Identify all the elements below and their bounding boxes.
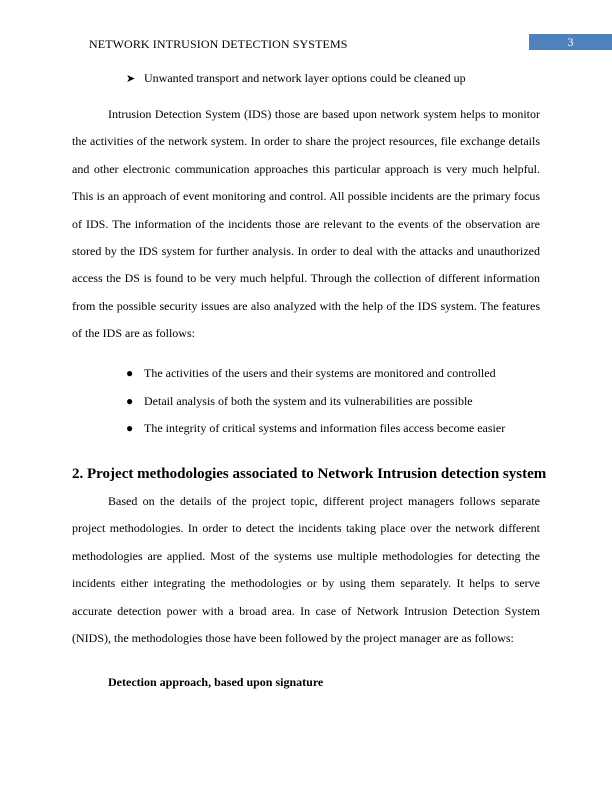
list-item-text: The activities of the users and their systems are monitored and controlled (144, 366, 496, 380)
sub-heading: Detection approach, based upon signature (108, 675, 324, 689)
list-item (126, 366, 505, 394)
bullet-icon: ● (126, 366, 134, 380)
methodologies-paragraph: Based on the details of the project topic, different project managers follows separate project methodologies. In order to detect the incidents taking place over the network different methodologies are applied. Most of the systems use multiple methodologies for detecting the incidents either integrating the methodologies or by using them separately. It helps to serve accurate detection power with a broad area. In case of Network Intrusion Detection System (NIDS), the methodologies those have been followed by the project manager are as follows: (72, 494, 540, 646)
ids-description-paragraph: Intrusion Detection System (IDS) those are based upon network system helps to monitor the activities of the network system. In order to share the project resources, file exchange details and other electronic communication approaches this particular approach is very much helpful. This is an approach of event monitoring and control. All possible incidents are the primary focus of IDS. The information of the incidents those are relevant to the events of the observation are stored by the IDS system for further analysis. In order to deal with the attacks and unauthorized access the DS is found to be very much helpful. Through the collection of different information from the possible security issues are also analyzed with the help of the IDS system. The features of the IDS are as follows: (72, 107, 540, 341)
page-number-badge: 3 (529, 34, 612, 50)
bullet-icon: ● (126, 393, 134, 408)
list-item-text: Detail analysis of both the system and its vulnerabilities are possible (144, 393, 473, 408)
arrow-bullet-icon: ➤ (126, 73, 136, 85)
arrow-list-item-text: Unwanted transport and network layer options could be cleaned up (144, 71, 466, 85)
arrow-list-item (126, 71, 466, 86)
section-heading: 2. Project methodologies associated to Network Intrusion detection system (72, 466, 547, 482)
list-item-text: The integrity of critical systems and information files access become easier (144, 421, 506, 435)
list-item (126, 421, 505, 449)
features-list (126, 366, 505, 449)
list-item (126, 394, 505, 422)
bullet-icon: ● (126, 421, 134, 435)
running-header-title: NETWORK INTRUSION DETECTION SYSTEMS (89, 37, 348, 51)
